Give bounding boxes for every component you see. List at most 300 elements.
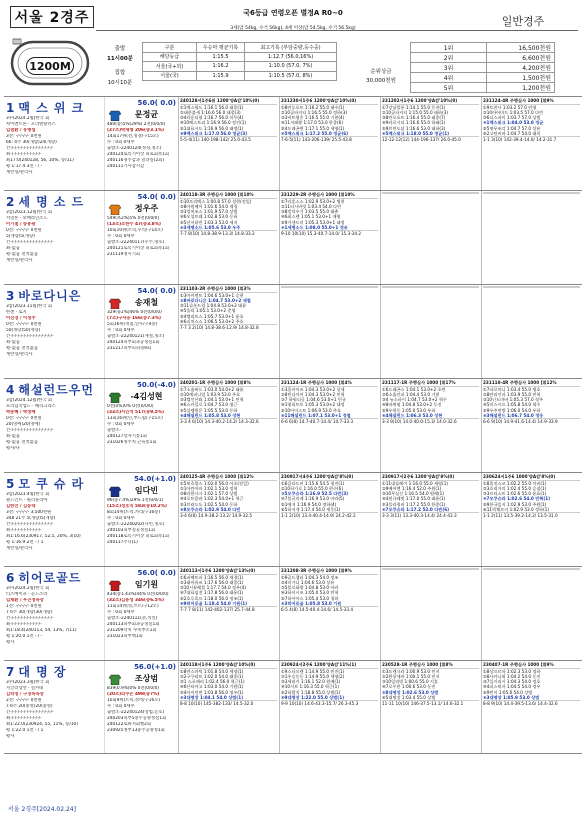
- past-race-row: ④3하이시즈 1:05.0 53.0 민혁: [281, 590, 339, 596]
- past-race-row: ③3르라스트 1:02.6 55.0 윤효(1): [483, 491, 547, 497]
- past-race: [380, 661, 480, 753]
- horse-detail: 3전: -/-/-/-/- 0천원: [6, 134, 42, 139]
- past-race-time: 3-3 9(10) 14.0-40.0-15.3/ 14.0-32.6: [382, 418, 479, 425]
- past-race-row: ④6최스렌 1:05.1 53.0+1 재영: [281, 214, 341, 220]
- past-race-header: 231202서1주6 1200'양A감'10%(0): [382, 98, 479, 105]
- horse-detail: 최-없음: [6, 340, 21, 345]
- past-race-time: [483, 287, 580, 288]
- horse-detail: 0전: -/-/-/-/- 0천원: [6, 416, 42, 421]
- trainer-detail: 231023피부백1회: [107, 634, 143, 639]
- distance-badge: 1200M: [26, 57, 74, 75]
- jockey-info: [104, 473, 178, 566]
- trainer-detail: 출발조-22240121(재철,정조): [107, 334, 165, 339]
- jockey-info: [104, 285, 178, 378]
- jockey-silk-icon: [108, 485, 122, 497]
- trainer-detail: 231209낙치 수족부조1회: [107, 628, 157, 633]
- prize-amount: 1,500천원: [487, 73, 555, 83]
- past-race-row: ③4 뉴스파이 1:04.7 53.0+2 혁수: [382, 397, 447, 403]
- past-race-row: ①6드래곤스 1:04.1 53.0+2 초민: [382, 386, 446, 392]
- past-race-time: [483, 569, 580, 570]
- past-race: [380, 567, 480, 660]
- prize-label: 순위상금 30,000천원: [366, 69, 396, 84]
- trainer-detail: 0전(0%)0% 0전(0/0/0): [107, 404, 154, 409]
- record-cell: 해당등급: [143, 52, 197, 62]
- race-weights: 3세(암 54kg, 수거 56kg), 4세 이상(암 54.5kg, 수거 56.5kg): [230, 26, 356, 31]
- horse-entry: [4, 660, 582, 754]
- trainer-detail: 수 : 0회 0세무: [107, 704, 135, 709]
- horse-weight: 56.0( 0.0): [137, 569, 176, 577]
- past-race: [279, 285, 379, 378]
- horse-number: 2: [6, 195, 16, 209]
- jockey-info: [104, 97, 178, 190]
- horse-detail: 김학정 / 구경목목장: [6, 692, 44, 697]
- past-race-row: ②2구쿠리트 1:02.0 54.0 태종(1): [180, 673, 244, 679]
- past-race: [481, 473, 581, 566]
- prize-amount: 6,600천원: [487, 53, 555, 63]
- past-race-time: 7-7 7 8(11) 142-402-137/ 25.7-44.8: [180, 606, 277, 613]
- record-header: 최고기록 (부담중량,등수중): [245, 43, 337, 53]
- past-race-row: ③8라한크크 1:02.1 57.0 상범: [180, 491, 238, 497]
- trainer-detail: (20조)리쿠온 498(중7%): [107, 692, 160, 697]
- horse-info: [4, 285, 104, 378]
- past-race-row: ③3세리키 1:16.1 52.0 원배(1): [281, 679, 341, 685]
- horse-name: [6, 569, 102, 586]
- past-race-header: 240113서1주6 1200'양A감'13%(0): [180, 568, 277, 575]
- race-type: 일반경주: [501, 15, 545, 28]
- record-cell: 1:15.9: [197, 71, 245, 81]
- past-race-row: ④7모쿠슈라 1:02.6 54.0 민혁(1): [483, 496, 551, 502]
- horse-detail: 계란형/관리사: [6, 170, 33, 175]
- past-race-row: ⑤9브린도달 1:16.6 53.0 태하(3): [382, 125, 446, 131]
- past-race-row: ②10골파지티 1:16.5 55.0 정하(3): [281, 109, 348, 115]
- trainer-detail: 수 : 0회 0세무: [107, 140, 135, 145]
- past-race: [279, 473, 379, 566]
- past-race: [178, 661, 278, 753]
- horse-info: [4, 379, 104, 472]
- past-race-row: ⑥3세명소드 1:05.6 53.0 우주: [180, 224, 241, 230]
- record-cell: 서울(국+외): [143, 62, 197, 72]
- past-race-row: ①8상프르마 1:02.3 53.0 정하: [483, 668, 541, 674]
- horse-name: [6, 475, 102, 492]
- trainer-detail: (15조)정호익 583(중10.2%): [107, 504, 167, 509]
- horse-detail: 3암(2023.12월)한국 회: [6, 210, 52, 215]
- trainer-detail: 240103피부질공정실1회: [107, 528, 156, 533]
- record-cell: 1:16.2: [197, 62, 245, 72]
- horse-detail: 임점환 / 유병섭: [6, 128, 36, 133]
- horse-detail: 최1:18.4(240113, 54, 13%, 7/11): [6, 628, 77, 633]
- past-race-time: 7-7 8(10) 14.8-38.9-13.3/ 14.8-33.2: [180, 230, 277, 237]
- past-race-row: ①8만루포트 1:16.2 55.0 태수(1): [281, 104, 345, 110]
- horse-detail: 계란형/관리사: [6, 258, 33, 263]
- trainer-detail: 240127장자기봉1회: [107, 434, 147, 439]
- horse-detail: 김한진 / 김동대: [6, 504, 36, 509]
- past-race-row: ①3프렌크라 1:00.9 53.0 민지: [382, 668, 440, 674]
- horse-detail: 0전: -/-/-/-/- 0천원: [6, 228, 42, 233]
- past-race-row: ③3비트영웅 1:16.5 55.0 기현(4): [281, 115, 345, 121]
- jockey-silk-icon: [108, 109, 122, 121]
- horse-number: 4: [6, 383, 16, 397]
- past-race-header: 231117-1R 주행심사 1000 [휘17%: [382, 380, 479, 387]
- past-race-row: ⑤9거센드미 1:05.3 53.0+1 태정: [281, 219, 345, 225]
- past-race-header: 240118서1주6 1200'양A감'10%(0): [180, 662, 277, 669]
- past-race-row: ④11서래왕 1:17.0 53.0 한종(6): [281, 120, 343, 126]
- horse-detail: 건-/-/-/-/-/-/-/-/-/-/-/-/-/-/-: [6, 710, 54, 715]
- past-race-row: ②10골파지티 1:15.0 55.0 태하(3): [382, 109, 449, 115]
- jockey-silk-icon: [108, 391, 122, 403]
- horse-detail: 3암(2023.4월)한국 회: [6, 492, 50, 497]
- past-race-row: ④4로트뭄바 1:02.3 54.0+1 혁근: [180, 496, 244, 502]
- past-race-row: ②3흐리거의 1:02.4 55.0 승철(1): [483, 485, 547, 491]
- trainer-detail: 240121로특기이삿 피로회복1회: [107, 246, 170, 251]
- past-race: [481, 661, 581, 753]
- horse-name: [6, 287, 102, 304]
- trainer-detail: 231119정시기회: [107, 252, 141, 257]
- past-race-row: ②8만리인파 1:03.9 55.0 민혁: [483, 391, 541, 397]
- past-race-row: ⑥9히어로골 1:18.4 54.0 기원(1): [180, 600, 248, 606]
- past-race-row: ⑥11빅체르키 1:02.9 53.0 정하(1): [483, 506, 550, 512]
- past-race-row: ③10시뮤레블 1:17.7 54.0 정우(4): [180, 585, 247, 591]
- past-race: [481, 191, 581, 284]
- past-race-row: ①6클라드비 1:15.6 54.5 형진(1): [281, 480, 345, 486]
- past-race-row: ⑤1에저 1:16.9 54.0 정하(4): [281, 501, 337, 507]
- past-race-row: ①5보흐랑스 1:02.0 56.0 아초(전일): [180, 480, 249, 486]
- horse-detail: 최-없음: [6, 434, 21, 439]
- trainer-detail: 13회16위(민,부드럽/구15오): [107, 416, 163, 421]
- horse-detail: 평사: [6, 640, 15, 645]
- past-race-time: 11-11 10(10) 146-37.5-13.1/ 14.6-32.1: [382, 700, 479, 707]
- past-race-time: 8-8 10(10) 145-382-133/ 14.5-32.0: [180, 700, 277, 707]
- past-race-row: ③3킹여조스 1:01.9 57.0 상범: [180, 209, 238, 215]
- past-race: [481, 567, 581, 660]
- past-race-row: ③1 스포메리 1:02.4 56.0 혁근(1): [180, 679, 245, 685]
- trainer-detail: 출발조-22240124(상범,문호): [107, 710, 165, 715]
- past-race-row: ②8사카니월 1:04.2 54.0 동진: [483, 673, 541, 679]
- past-race-row: ④1영리트토 1:05.3 53.0+2 대정: [281, 402, 345, 408]
- past-race-row: ⑤1대표시드 1:16.9 56.0 태정(1): [180, 125, 244, 131]
- trainer-detail: (13조)조한수 47(중3.8%): [107, 222, 161, 227]
- gather-time: 10시10분: [107, 80, 133, 86]
- past-race-time: 6-6 9(10) 14.9-41.6-14.4/ 14.9-33.9: [483, 418, 580, 425]
- horse-detail: 평-없음 전적없음: [6, 346, 38, 351]
- past-race-header: 231110-4R 주행심사 1000 [휘12%: [483, 380, 580, 387]
- trainer-detail: 240116경주감과 말과실(2회): [107, 158, 165, 163]
- past-race: [178, 379, 278, 472]
- jockey-name: -4김성현: [130, 392, 163, 401]
- horse-detail: 티즈베이프 · 골드조라: [6, 592, 48, 597]
- past-race-header: 231124-4R 주행심사 1000 [휘9%: [483, 98, 580, 105]
- past-race-row: ②3태어퓨즈 1:17.6 56.0 태종(1): [180, 579, 244, 585]
- past-race-row: ④10서브 1:16.3 55.0 혁근(1): [281, 684, 339, 690]
- record-cell: 서울(국): [143, 71, 197, 81]
- horse-detail: 건-/-/-/-/-/-/-/-/-/-/-/-/-/-/-: [6, 616, 54, 621]
- past-race: [380, 473, 480, 566]
- horse-number: 1: [6, 101, 16, 115]
- horse-name-text: 바로다니은: [18, 289, 82, 303]
- jockey-name: 문정균: [134, 110, 159, 119]
- past-race-row: ⑤9우원동 1:05.0 53.0 우하: [382, 407, 436, 413]
- past-race-row: ①3홀아이즈 1:04.3 53.0+2 상재: [281, 386, 345, 392]
- horse-detail: 최-/-/-/-/-/-/-/-/-/-/-: [6, 622, 42, 627]
- past-race-time: 6-5 4(8) 14.5-40.4-14.6/ 14.5-33.4: [281, 606, 378, 613]
- horse-detail: 최-/-/-/-/-/-/-/-/-/-/-: [6, 528, 42, 533]
- past-race: [178, 191, 278, 284]
- past-race: [279, 379, 379, 472]
- past-race: [279, 191, 379, 284]
- horse-detail: 커널론 · 보배라인소드: [6, 216, 48, 221]
- horse-name-text: 세 명 소 드: [18, 195, 85, 209]
- trainer-detail: 240118로특기이삿 피로회복1회: [107, 534, 170, 539]
- horse-detail: 3암(2024.12월)한국 회: [6, 398, 52, 403]
- past-race-row: ⑤2호루혹프 1:18.0 56.0 정조(1): [180, 595, 244, 601]
- horse-detail: 348 21주 5(개량)5(개량): [6, 516, 56, 521]
- past-race-row: ⑤5명무조각 1:04.7 57.0 상유: [483, 125, 541, 131]
- past-race-time: 12-12-12(12) 144-196-137/ 26.0-45.0: [382, 136, 479, 143]
- trainer-detail: (27조)박재형 206(중3.1%): [107, 128, 164, 133]
- past-race-header: 231208-3R 주행심사 1000 [휘9%: [281, 568, 378, 575]
- footer: 서울 2경주[2024.02.24]: [8, 806, 76, 813]
- past-race: [380, 191, 480, 284]
- past-race-time: [382, 569, 479, 570]
- past-race-time: 6-6 6(8) 14.7-40.7-14.4/ 14.7-33.3: [281, 418, 378, 425]
- past-race-row: ⑥8모쿠슈라 1:02.9 54.0 다빈: [180, 506, 241, 512]
- past-race-row: ⑥5맥스위크 1:17.2 55.0 정균(6): [281, 130, 349, 136]
- trainer-detail: 230925정부13중주공양정1회: [107, 728, 165, 733]
- past-race-row: ③7일키리시 1:04.3 54.0 정호: [483, 679, 541, 685]
- trainer-detail: 240111기사감시감: [107, 164, 145, 169]
- past-race-time: [382, 287, 479, 288]
- horse-detail: 2전: -/-/-/-/- 0천원: [6, 698, 42, 703]
- horse-detail: 평-없음 전적없음: [6, 440, 38, 445]
- horse-detail: 최-/-/-/-/-/-/-/-/-/-/-: [6, 716, 42, 721]
- horse-detail: 건-/-/-/-/-/-/-/-/-/-/-/-/-/-/-: [6, 522, 54, 527]
- past-race-time: 8-8 9(10) 14.4-39.5-13.6/ 14.4-32.6: [483, 700, 580, 707]
- past-race-header: 230407-1R 주행심사 1000 [휘9%: [483, 662, 580, 669]
- horse-detail: 평 1:22.0 1전 - / 1: [6, 728, 44, 733]
- past-race-row: ⑤9빈이 1:05.0 54.0 상범: [483, 689, 533, 695]
- horse-detail: 계란형/관리사: [6, 546, 33, 551]
- trainer-detail: 수 : 0회 0세무: [107, 328, 135, 333]
- horse-info: [4, 567, 104, 660]
- past-race-row: ①3아이먼트 1:04.6 53.0+1 승현: [180, 292, 244, 298]
- horse-detail: 이기철 / 송용광: [6, 222, 36, 227]
- trainer-detail: 5회16위(개점,연우/구4승): [107, 322, 158, 327]
- horse-name: [6, 99, 102, 116]
- jockey-silk-icon: [108, 673, 122, 685]
- prize-table: [410, 42, 555, 93]
- horse-detail: 지글러랑선 · 실커네: [6, 686, 44, 691]
- horse-detail: 박준혜 / 박정배: [6, 410, 36, 415]
- past-race-row: ⑥4해설런드 1:05.8 53.0 성현: [180, 412, 241, 418]
- past-race: [481, 97, 581, 190]
- past-race-row: ⑥3히어로골 1:05.8 53.0 기원: [281, 600, 342, 606]
- past-race: [380, 97, 480, 190]
- past-race-header: 230917서4주6 1200'양A감'8%(0): [281, 474, 378, 481]
- past-race-row: ②4미가니 1:04.6 53.0 상유: [281, 579, 335, 585]
- trainer-detail: 14회17위(전,정경/구15오): [107, 134, 159, 139]
- past-race-row: ③5모쿠슈라 1:16.9 52.5 다빈(3): [281, 491, 349, 497]
- past-race-row: ①9스타프렌 1:14.9 55.0 민진(1): [281, 668, 345, 674]
- jockey-info: [104, 661, 178, 753]
- start-time: 11시00분: [107, 56, 133, 62]
- horse-detail: 임채환 / 우진정목장: [6, 598, 44, 603]
- past-race-header: 230528-1R 주행심사 1000 [휘8%: [382, 662, 479, 669]
- past-race-time: 1-1 2(10) 13.4-40.4-14.9/ 24.2-42.2: [281, 512, 378, 519]
- past-race-row: ①7파로마니 1:03.4 55.0 병호: [483, 386, 541, 392]
- horse-weight: 56.0( 0.0): [137, 99, 176, 107]
- jockey-info: [104, 379, 178, 472]
- past-race-row: ④7로투한 1:00.6 53.0 동진: [382, 684, 436, 690]
- past-race-row: ③6디스파이 1:03.7 57.0 상범: [483, 115, 541, 121]
- prize-rank: 5위: [411, 83, 487, 93]
- past-race: [279, 97, 379, 190]
- horse-detail: 50(개량)50(개량): [6, 328, 41, 333]
- record-table: [142, 42, 337, 81]
- prize-amount: 16,500천원: [487, 43, 555, 53]
- past-race-row: ①7소울버드 1:03.0 54.0+2 태윤: [180, 386, 244, 392]
- past-race-row: ③8만로포트 1:16.4 55.0 태종(7): [382, 115, 446, 121]
- past-race-row: ①11대를레이 1:16.0 55.0 세영(1): [382, 480, 449, 486]
- horse-detail: 평사: [6, 734, 15, 739]
- record-cell: 1:12.7 (56.0,16%): [245, 52, 337, 62]
- horse-detail: 최1:16.6(230917, 52.5, 20%, 3/10): [6, 534, 81, 539]
- horse-info: [4, 191, 104, 284]
- trainer-detail: 329(중2%)46% 0전(0/0/0): [107, 310, 162, 315]
- past-race: [481, 285, 581, 378]
- past-race-row: ④9라로시더 1:16.6 55.0 하태(1): [382, 120, 446, 126]
- past-race-row: ⑥2고틴비바 1:04.7 54.0 태희: [483, 130, 541, 136]
- horse-info: [4, 97, 104, 190]
- past-race-time: [382, 193, 479, 194]
- past-race-row: ②1아란아마 1:02.1 53.0 정혁: [180, 485, 238, 491]
- trainer-detail: (7조)구자웅 166(중7.3%): [107, 316, 161, 321]
- past-race-time: 9-9 10(10) 14.6-43.3-15.7/ 26.3-45.3: [281, 700, 378, 707]
- horse-detail: 3암(2023.11월)한국 회: [6, 304, 52, 309]
- past-race-header: 231229-2R 주행심사 1000 [휘10%: [281, 192, 378, 199]
- past-race-row: ⑤4드래곤변 1:17.1 55.0 세영(1): [281, 125, 345, 131]
- past-race-row: ②6소울인피 1:04.4 53.0 기현: [382, 391, 440, 397]
- jockey-name: 송재철: [134, 298, 159, 307]
- past-race-header: 240201-1R 주행심사 1000 [휘8%: [180, 380, 277, 387]
- horse-name: [6, 381, 102, 398]
- past-race-time: [483, 193, 580, 194]
- prize-amount: 1,200천원: [487, 83, 555, 93]
- past-race-header: 230917서2주6 1200'양A감'8%(0): [382, 474, 479, 481]
- horse-detail: 3전: -/-/-/-/- 3,500천원: [6, 510, 52, 515]
- past-race-row: ②8바로다니은 1:04.7 53.0+2 재철: [180, 297, 251, 303]
- horse-detail: 0전: -/-/-/-/- 0천원: [6, 322, 42, 327]
- horse-detail: 1전: -/-/-/-/- 0천원: [6, 604, 42, 609]
- trainer-detail: 수 : 0회 0세무: [107, 610, 135, 615]
- past-race-row: ①6퍼펙트파 1:16.5 56.0 재경(1): [180, 574, 244, 580]
- record-header: 우승마 평균기록: [197, 43, 245, 53]
- past-race-row: ①7강남불통 1:14.1 55.0 동진(1): [382, 104, 446, 110]
- past-race-row: ⑥5대명장 1:03.4 55.0 상범: [382, 694, 436, 700]
- record-header: 구분: [143, 43, 197, 53]
- record-cell: 1:10.0 (57.0, 7%): [245, 62, 337, 72]
- past-race-row: ②8아원베이 1:01.6 54.0 재경: [180, 203, 238, 209]
- past-race-row: ⑤4아이언썬 1:03.8 56.0 정우(1): [180, 689, 244, 695]
- past-race-row: ④10베스트러 1:16.9 56.0 정진(1): [180, 120, 247, 126]
- past-race-row: ②11티시바덧 1:03.4 54.0 다빈: [281, 203, 342, 209]
- trainer-detail: 480(중)5%(29%) 2전(0/0/0): [107, 122, 166, 127]
- trainer-detail: 수 : 0회 0세무: [107, 422, 135, 427]
- horse-detail: 프리덤작업드 · 해리크라스: [6, 404, 56, 409]
- horse-detail: 3수(2024.2월)한국 회: [6, 586, 50, 591]
- past-race: [481, 379, 581, 472]
- past-race-row: ⑥11해설런드 1:07.1 53.0+1 정철: [281, 412, 351, 418]
- past-race-time: 1-1 2(11) 13.5-39.2-14.2/ 13.5-31.0: [483, 512, 580, 519]
- horse-entry: [4, 284, 582, 378]
- horse-weight: 54.0( 0.0): [137, 193, 176, 201]
- horse-detail: 20(영예)20(영예): [6, 422, 41, 427]
- horse-number: 6: [6, 571, 16, 585]
- past-race-header: 240118-3R 주행심사 1000 [휘10%: [180, 192, 277, 199]
- past-race-header: 240128서1주6위 1200'양A감'10%(0): [180, 98, 277, 105]
- past-race-row: ④5미스시프 1:05.8 54.0 혁수: [483, 402, 541, 408]
- horse-detail: 건-/-/-/-/-/-/-/-/-/-/-/-/-/-/-: [6, 334, 54, 339]
- trainer-detail: 839(0.9%)0% 0전(0/0/0): [107, 686, 159, 691]
- horse-detail: 차이앤트론 · 오리엔탈뮤스: [6, 122, 56, 127]
- past-race-row: ③10닌드마바 1:05.3 57.0 정주: [483, 397, 544, 403]
- jockey-name: 정우주: [134, 204, 159, 213]
- past-race-row: ⑥3해설런드 1:06.7 54.0 정웅: [483, 412, 544, 418]
- past-race-row: ④5올리 1:05.1 53.0+2 준영: [180, 308, 236, 314]
- horse-entry: [4, 190, 582, 284]
- past-race-row: ①9토찬사 1:03.2 57.0 민영: [483, 104, 537, 110]
- horse-detail: 7 6주 30(개량)30(개량): [6, 610, 53, 615]
- horse-name: [6, 663, 102, 680]
- past-race-row: ④6오성트래 1:02.8 53.0 동하: [180, 214, 238, 220]
- past-race-row: ③4라운더월 1:16.7 56.0 미투(4): [180, 115, 244, 121]
- race-title: 서울 2경주: [10, 6, 94, 28]
- past-race-time: 1-1 3(10) 142-39.4-14.0/ 14.2-31.7: [483, 136, 580, 143]
- past-race-row: ④4원규래빗 1:17.0 55.0 태윤(1): [382, 496, 446, 502]
- divider: [96, 30, 578, 31]
- horse-weight: 56.0(+1.0): [134, 663, 176, 671]
- jockey-info: [104, 191, 178, 284]
- past-race-row: ⑤9우주연방 1:06.0 54.0 우하: [483, 407, 541, 413]
- past-race-row: ⑤3플라링궈 1:17.2 55.0 한종(1): [382, 501, 446, 507]
- trainer-detail: 240203피부5중주공양정실1회: [107, 716, 167, 721]
- past-race-header: 231103-2R 주행심사 1000 [휘3%: [180, 286, 277, 293]
- horse-name-text: 모 쿠 슈 라: [18, 477, 85, 491]
- horse-weight: 54.0( 0.0): [137, 287, 176, 295]
- horse-entry: [4, 96, 582, 190]
- prize-rank: 1위: [411, 43, 487, 53]
- past-race: [178, 97, 278, 190]
- trainer-detail: (32조)김용성 346(중6.5%): [107, 598, 164, 603]
- horse-detail: 이진경 / 이정주: [6, 316, 36, 321]
- past-race-row: ⑤7하이아스 1:05.4 53.0 청하: [281, 595, 339, 601]
- past-race-row: ②8빈디아이 1:04.3 53.0+2 민혁: [281, 391, 345, 397]
- past-race-row: ⑥5하지개 1:17.4 54.0 재웅(1): [281, 506, 341, 512]
- trainer-detail: 549(초2%)5% 0전(0/0/0): [107, 216, 160, 221]
- past-race-time: 5-5-4(11) 140-198-142/ 25.0-43.5: [180, 136, 277, 143]
- horse-info: [4, 473, 104, 566]
- past-race-row: ⑥4해설런드 1:06.3 53.0 성현: [382, 412, 443, 418]
- horse-detail: 평 1:17.4 3전 - / -: [6, 164, 43, 169]
- past-race-row: ①8만스마틱 1:01.8 54.0 세정(1): [180, 668, 244, 674]
- horse-weight: 54.0(+1.0): [134, 475, 176, 483]
- past-race-header: 230624서1주6 1000'양A감'8%(0): [483, 474, 580, 481]
- past-race-row: ③11슬롯드림 1:04.8 53.0+2 태윤: [180, 303, 247, 309]
- jockey-name: 임다빈: [134, 486, 159, 495]
- past-race-header: 230924서2주6 1200'양A감'11%(1): [281, 662, 378, 669]
- prize-rank: 2위: [411, 53, 487, 63]
- past-race-row: ①10프리맥스 1:00.8 57.0 성현(전일): [180, 198, 252, 204]
- jockey-name: 임기원: [134, 580, 159, 589]
- horse-weight: 50.0(-4.0): [137, 381, 176, 389]
